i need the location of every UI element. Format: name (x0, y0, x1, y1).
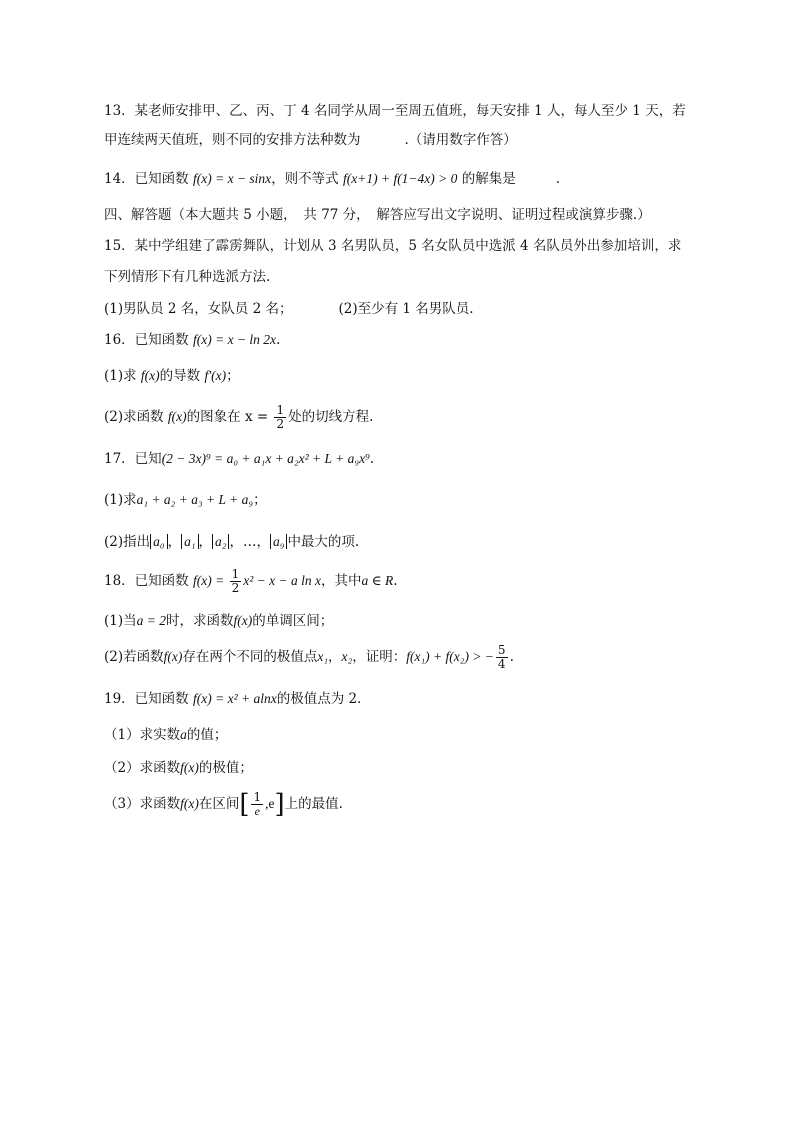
q16-p1-mid: 的导数 (159, 368, 205, 384)
q16-func: f(x) = x − ln 2x (192, 332, 277, 347)
q15-parts (104, 299, 474, 319)
q13-line2 (104, 130, 517, 150)
q18-p2-prefix: (2)若函数 (104, 649, 164, 665)
q18-p1-end: 的单调区间； (252, 613, 334, 629)
q17-line (104, 449, 374, 469)
q18-p1-prefix: (1)当 (104, 613, 137, 629)
q19-p1-var: a (180, 727, 187, 742)
q19-mid: 的极值点为 2 (276, 691, 358, 707)
q16-p2-func: f(x) (167, 409, 187, 424)
q19-p2-end: 的极值； (198, 760, 253, 776)
q18-line (104, 566, 398, 596)
q18-p2-mid: 存在两个不同的极值点 (182, 649, 318, 665)
q17-prefix: 17．已知 (104, 451, 162, 467)
left-bracket: [ (239, 789, 250, 820)
q19-p1-end: 的值； (186, 727, 228, 743)
q16-p2-fraction (274, 404, 286, 431)
q16-p1-prefix: (1)求 (104, 368, 141, 384)
q16-part2 (104, 402, 373, 432)
q18-p2-end: . (509, 649, 514, 665)
q17-p1-sum: a₁ + a₂ + a₃ + L + a₉ (136, 492, 254, 507)
q18-end: . (393, 573, 398, 589)
fraction-numerator: 1 (276, 403, 285, 417)
q17-abs-a9: a₉ (270, 534, 287, 549)
q18-p1-func: f(x) (233, 613, 253, 628)
fraction-denominator: 2 (231, 581, 240, 595)
fraction-denominator: 4 (497, 657, 506, 671)
q15-line1: 15．某中学组建了霹雳舞队，计划从 3 名男队员，5 名女队员中选派 4 名队员外出参加培训，求 (104, 238, 682, 254)
q18-p2-proof: ，证明： (352, 649, 407, 665)
q18-prefix: 18．已知函数 (104, 573, 193, 589)
q17-part1 (104, 490, 267, 510)
q18-part1 (104, 611, 333, 631)
section-4-heading: 四、解答题（本大题共 5 小题， 共 77 分， 解答应写出文字说明、证明过程或演算步骤.） (104, 207, 651, 223)
q19-p3-func: f(x) (180, 796, 199, 811)
q19-p3-mid: 在区间 (198, 796, 240, 812)
q16-p1-derivative: f′(x) (204, 368, 227, 383)
q18-p2-inequality: f(x₁) + f(x₂) > − (406, 649, 494, 664)
q14-prefix: 14．已知函数 (104, 171, 193, 187)
q15-part2: (2)至少有 1 名男队员. (338, 301, 474, 317)
q19-p2-prefix: （2）求函数 (104, 760, 181, 776)
q16-p2-mid: 的图象在 x = (186, 409, 273, 425)
q17-abs-a0: a₀ (150, 534, 167, 549)
q18-condition: a ∈ R (361, 573, 394, 588)
q13-line2-end: .（请用数字作答） (404, 132, 517, 148)
q15-line2: 下列情形下有几种选派方法. (104, 269, 271, 285)
q18-p2-x2: x₂ (341, 649, 353, 664)
q16-p2-prefix: (2)求函数 (104, 409, 168, 425)
q19-prefix: 19．已知函数 (104, 691, 193, 707)
q17-ellipsis: … (242, 534, 257, 550)
q19-func: f(x) = x² + alnx (192, 691, 277, 706)
fraction-numerator: 1 (231, 567, 240, 581)
q18-part2 (104, 642, 514, 672)
q14-mid: ，则不等式 (271, 171, 343, 187)
q19-p3-prefix: （3）求函数 (104, 796, 181, 812)
q16-p2-end: 处的切线方程. (288, 409, 374, 425)
q17-p2-prefix: (2)指出 (104, 534, 151, 550)
q18-p1-cond: a = 2 (136, 613, 166, 628)
q19-part2 (104, 758, 253, 778)
q19-p1-prefix: （1）求实数 (104, 727, 181, 743)
q19-p3-fraction (251, 791, 263, 818)
q19-end: ． (357, 691, 371, 707)
q16-part1 (104, 366, 240, 386)
q16-p1-func: f(x) (140, 368, 160, 383)
q17-expansion: (2 − 3x)⁹ = a₀ + a₁x + a₂x² + L + a₉x⁹ (161, 451, 370, 466)
q16-p1-end: ； (226, 368, 240, 384)
q18-p2-sep: ， (328, 649, 342, 665)
q17-p1-prefix: (1)求 (104, 492, 137, 508)
q14-func: f(x) = x − sinx (192, 171, 272, 186)
q18-p2-func: f(x) (163, 649, 183, 664)
q18-p1-mid: 时，求函数 (166, 613, 234, 629)
q18-func-post: x² − x − a ln x (243, 573, 321, 588)
q14-inequality: f(x+1) + f(1−4x) > 0 (342, 171, 458, 186)
q17-end: . (369, 451, 375, 467)
q19-p3-end: 上的最值. (284, 796, 343, 812)
q18-fraction (230, 568, 242, 595)
q17-p1-end: ； (253, 492, 267, 508)
q19-part1 (104, 725, 227, 745)
fraction-denominator: e (254, 804, 260, 818)
q17-abs-a1: a₁ (181, 534, 198, 549)
fraction-numerator: 5 (497, 643, 506, 657)
q17-part2: (2)指出 a₀ ， a₁ ， a₂ ，…， a₉ 中最大的项. (104, 534, 360, 550)
q18-func-pre: f(x) = (192, 573, 228, 588)
q13-line2-text: 甲连续两天值班，则不同的安排方法种数为 (104, 132, 361, 148)
q19-line (104, 689, 371, 709)
q18-p2-fraction (496, 644, 508, 671)
q16-end: . (276, 332, 281, 348)
q19-p2-func: f(x) (180, 760, 199, 775)
q16-line (104, 330, 280, 350)
q14-end: . (555, 171, 560, 187)
q14-line (104, 169, 560, 189)
q16-prefix: 16．已知函数 (104, 332, 193, 348)
q19-p3-upper: ,e (265, 796, 275, 811)
q14-suffix: 的解集是 (457, 171, 516, 187)
fraction-denominator: 2 (276, 417, 285, 431)
q18-mid: ，其中 (320, 573, 362, 589)
q18-p2-x1: x₁ (317, 649, 329, 664)
q15-part1: (1)男队员 2 名，女队员 2 名； (104, 301, 293, 317)
q19-part3 (104, 786, 343, 823)
right-bracket: ] (274, 789, 285, 820)
q13-line1: 13．某老师安排甲、乙、丙、丁 4 名同学从周一至周五值班，每天安排 1 人，每人至少 1 天，若 (104, 103, 686, 119)
q17-p2-end: 中最大的项. (287, 534, 360, 550)
q17-abs-a2: a₂ (212, 534, 229, 549)
fraction-numerator: 1 (253, 790, 262, 804)
